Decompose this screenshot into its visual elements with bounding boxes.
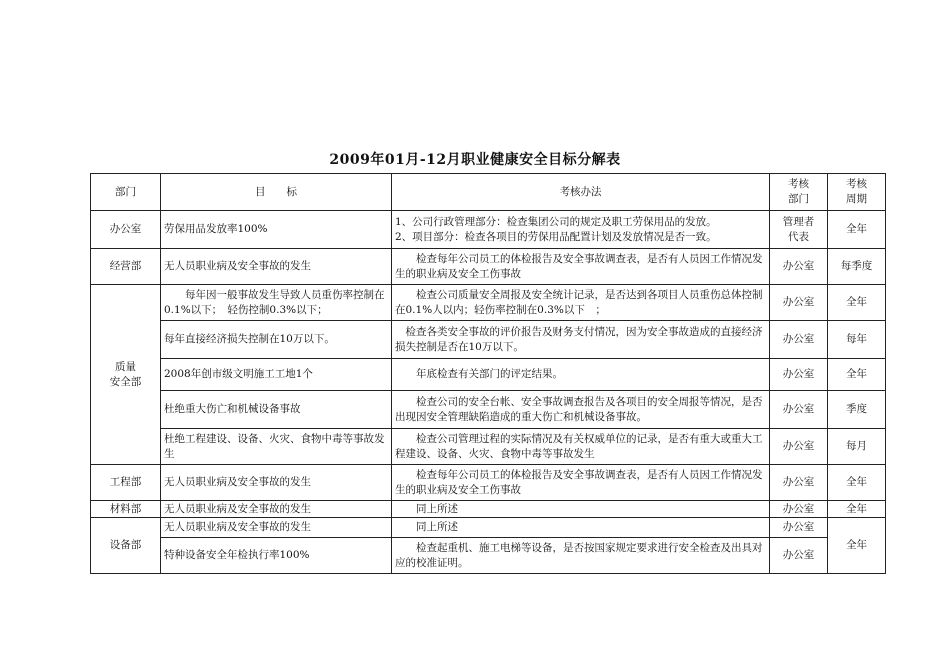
- dept-line-1: 质量: [115, 360, 136, 373]
- assess-dept-cell: 办公室: [770, 391, 828, 429]
- dept-cell: 工程部: [91, 465, 161, 501]
- target-cell: 特种设备安全年检执行率100%: [161, 538, 392, 574]
- assess-dept-cell: 办公室: [770, 538, 828, 574]
- method-cell: 检查各类安全事故的评价报告及财务支付情况，因为安全事故造成的直接经济损失控制是否在10万以下。: [392, 321, 770, 359]
- assess-dept-cell: 办公室: [770, 429, 828, 465]
- header-assess-dept: [770, 174, 828, 211]
- target-cell: 每年直接经济损失控制在10万以下。: [161, 321, 392, 359]
- period-cell: 全年: [828, 501, 886, 518]
- header-row: [91, 174, 886, 211]
- table-row: [91, 429, 886, 465]
- dept-cell-quality: [91, 285, 161, 465]
- header-dept: 部门: [91, 174, 161, 211]
- table-row: [91, 538, 886, 574]
- table-row: [91, 249, 886, 285]
- header-assess-dept-line1: 考核: [788, 178, 809, 190]
- method-cell: 同上所述: [392, 518, 770, 538]
- target-cell: 2008年创市级文明施工工地1个: [161, 359, 392, 391]
- assess-dept-cell: 办公室: [770, 465, 828, 501]
- method-cell: 检查公司质量安全周报及安全统计记录，是否达到各项目人员重伤总体控制在0.1%人以内；轻伤率控制在0.3%以下 ；: [392, 285, 770, 321]
- target-table: [90, 173, 886, 574]
- dept-cell: 办公室: [91, 211, 161, 249]
- target-cell: 每年因一般事故发生导致人员重伤率控制在0.1%以下； 轻伤控制0.3%以下；: [161, 285, 392, 321]
- method-line-2: 2、项目部分：检查各项目的劳保用品配置计划及发放情况是否一致。: [395, 230, 717, 243]
- period-cell: 全年: [828, 518, 886, 574]
- target-cell: 劳保用品发放率100%: [161, 211, 392, 249]
- method-cell: 检查公司的安全台帐、安全事故调查报告及各项目的安全周报等情况，是否出现因安全管理缺陷造成的重大伤亡和机械设备事故。: [392, 391, 770, 429]
- period-cell: 每年: [828, 321, 886, 359]
- header-method: 考核办法: [392, 174, 770, 211]
- assess-dept-cell: 办公室: [770, 249, 828, 285]
- period-cell: 全年: [828, 285, 886, 321]
- table-row: [91, 501, 886, 518]
- period-cell: 全年: [828, 359, 886, 391]
- dept-cell: 经营部: [91, 249, 161, 285]
- method-cell: [392, 211, 770, 249]
- header-period: [828, 174, 886, 211]
- table-row: [91, 321, 886, 359]
- assess-dept-cell: 办公室: [770, 518, 828, 538]
- table-row: [91, 285, 886, 321]
- dept-line-2: 安全部: [109, 375, 142, 388]
- header-period-line2: 周期: [846, 193, 867, 205]
- header-target: 目 标: [161, 174, 392, 211]
- target-cell: 杜绝工程建设、设备、火灾、食物中毒等事故发生: [161, 429, 392, 465]
- assess-dept-cell: 办公室: [770, 359, 828, 391]
- dept-cell-equipment: 设备部: [91, 518, 161, 574]
- method-cell: 年底检查有关部门的评定结果。: [392, 359, 770, 391]
- assess-line-1: 管理者: [782, 215, 815, 228]
- dept-cell: 材料部: [91, 501, 161, 518]
- period-cell: 每月: [828, 429, 886, 465]
- target-cell: 无人员职业病及安全事故的发生: [161, 249, 392, 285]
- header-period-line1: 考核: [846, 178, 867, 190]
- target-cell: 无人员职业病及安全事故的发生: [161, 518, 392, 538]
- method-cell: 检查每年公司员工的体检报告及安全事故调查表，是否有人员因工作情况发生的职业病及安全工伤事故: [392, 249, 770, 285]
- method-cell: 同上所述: [392, 501, 770, 518]
- table-row: [91, 518, 886, 538]
- period-cell: 季度: [828, 391, 886, 429]
- method-line-1: 1、公司行政管理部分：检查集团公司的规定及职工劳保用品的发放。: [395, 215, 717, 228]
- table-row: [91, 465, 886, 501]
- assess-dept-cell: [770, 211, 828, 249]
- period-cell: 每季度: [828, 249, 886, 285]
- method-cell: 检查每年公司员工的体检报告及安全事故调查表，是否有人员因工作情况发生的职业病及安全工伤事故: [392, 465, 770, 501]
- table-row: [91, 211, 886, 249]
- period-cell: 全年: [828, 211, 886, 249]
- assess-dept-cell: 办公室: [770, 501, 828, 518]
- method-cell: 检查公司管理过程的实际情况及有关权威单位的记录，是否有重大或重大工程建设、设备、火灾、食物中毒等事故发生: [392, 429, 770, 465]
- table-row: [91, 359, 886, 391]
- assess-dept-cell: 办公室: [770, 321, 828, 359]
- table-row: [91, 391, 886, 429]
- header-assess-dept-line2: 部门: [788, 193, 809, 205]
- target-cell: 无人员职业病及安全事故的发生: [161, 501, 392, 518]
- page-title: 2009年01月-12月职业健康安全目标分解表: [329, 152, 621, 168]
- period-cell: 全年: [828, 465, 886, 501]
- assess-line-2: 代表: [788, 230, 809, 243]
- target-cell: 杜绝重大伤亡和机械设备事故: [161, 391, 392, 429]
- assess-dept-cell: 办公室: [770, 285, 828, 321]
- target-cell: 无人员职业病及安全事故的发生: [161, 465, 392, 501]
- method-cell: 检查起重机、施工电梯等设备，是否按国家规定要求进行安全检查及出具对应的校准证明。: [392, 538, 770, 574]
